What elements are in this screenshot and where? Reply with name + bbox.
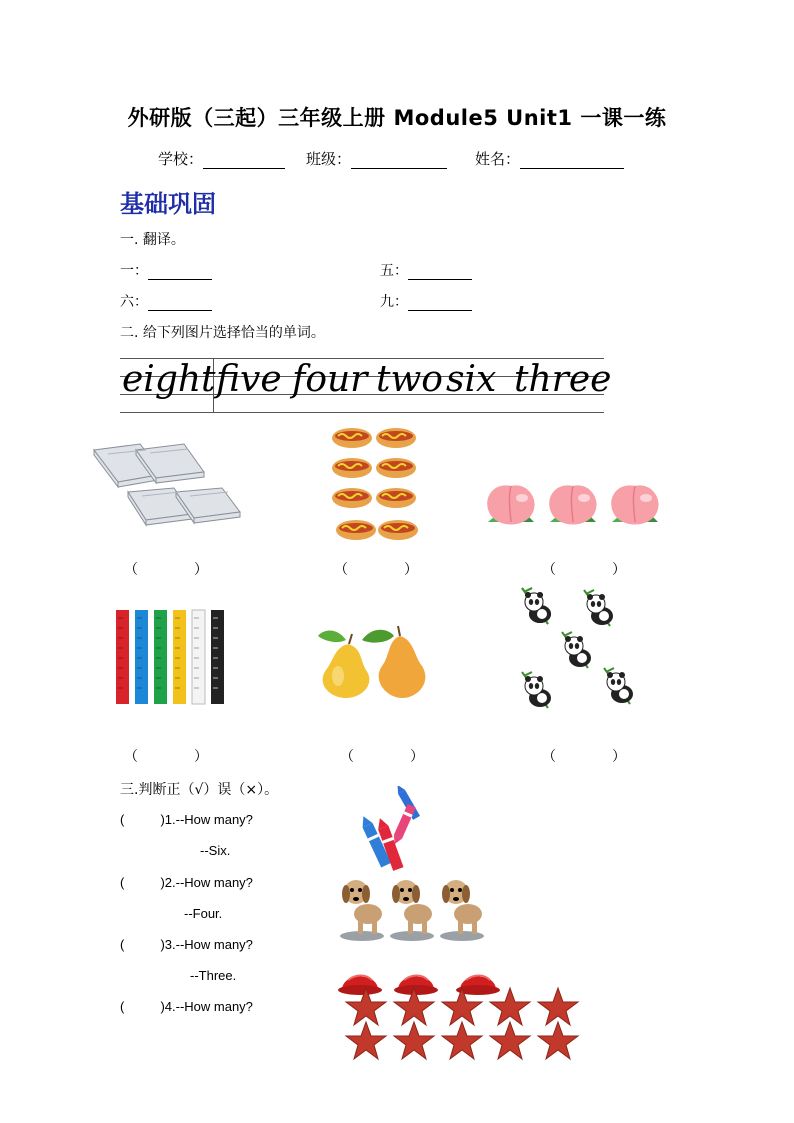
tf-question[interactable]: ( )4.--How many? [120,999,253,1014]
dog-icon [338,872,490,942]
answer-paren[interactable]: （ ） [340,748,424,764]
panda-icon [518,584,642,714]
class-blank[interactable] [351,152,447,169]
pear-icon [316,622,432,700]
word-option: four [292,359,368,400]
word-lines [120,356,612,416]
tf-question[interactable]: ( )3.--How many? [120,937,253,952]
q1-item: 五： [380,260,472,280]
word-option: eight [122,359,216,400]
answer-paren[interactable]: （ ） [542,561,626,577]
class-field [306,148,447,169]
name-label: 姓名： [475,150,521,168]
ruler-icon [114,608,232,706]
answer-blank[interactable] [148,296,212,311]
word-option: five [216,359,282,400]
q1-item: 六： [120,291,212,311]
word-option: two [376,359,443,400]
answer-blank[interactable] [148,265,212,280]
word-option: three [514,359,612,400]
answer-paren[interactable]: （ ） [124,748,208,764]
school-field [158,148,285,169]
tf-question[interactable]: ( )1.--How many? [120,812,253,827]
q1-item: 一： [120,260,212,280]
q2-heading: 二. 给下列图片选择恰当的单词。 [120,325,325,341]
school-label: 学校： [158,150,204,168]
tf-question[interactable]: ( )2.--How many? [120,875,253,890]
answer-paren[interactable]: （ ） [334,561,418,577]
answer-blank[interactable] [408,265,472,280]
hotdog-icon [330,424,422,548]
q1-heading: 一. 翻译。 [120,232,185,248]
page-title: 外研版（三起）三年级上册 Module5 Unit1 一课一练 [127,106,667,130]
q1-item: 九： [380,291,472,311]
school-blank[interactable] [203,152,285,169]
tf-answer: --Six. [200,843,231,858]
class-label: 班级： [306,150,352,168]
answer-paren[interactable]: （ ） [542,748,626,764]
eraser-icon [88,440,248,530]
tf-answer: --Four. [184,906,223,921]
name-field [475,148,624,169]
star-icon [344,986,588,1062]
crayon-icon [354,786,430,876]
name-blank[interactable] [520,152,624,169]
peach-icon [480,478,670,534]
section-title: 基础巩固 [120,189,216,218]
answer-paren[interactable]: （ ） [124,561,208,577]
answer-blank[interactable] [408,296,472,311]
tf-answer: --Three. [190,968,237,983]
q3-heading: 三.判断正（√）误（×）。 [120,782,279,798]
word-option: six [446,359,497,400]
